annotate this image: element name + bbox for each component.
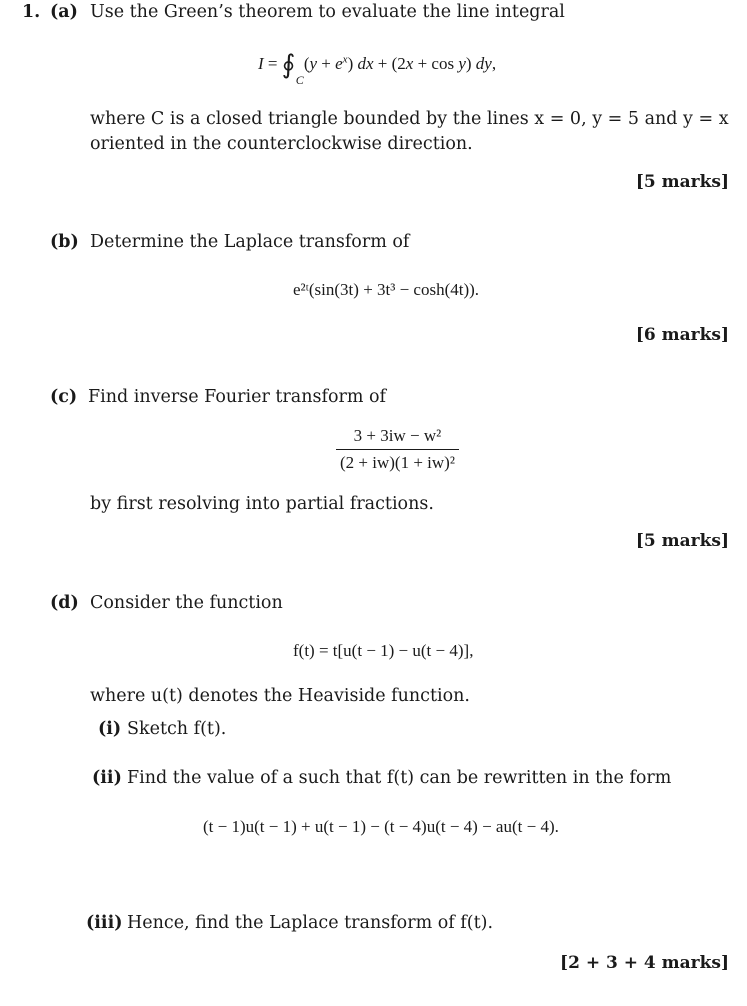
part-c-fraction [336, 426, 459, 473]
part-d-description: where u(t) denotes the Heaviside function. [90, 686, 470, 706]
part-d-marks: [2 + 3 + 4 marks] [560, 953, 729, 973]
part-c-denominator: (2 + iw)(1 + iw)² [336, 449, 459, 473]
part-d-equation: f(t) = t[u(t − 1) − u(t − 4)], [293, 641, 474, 660]
part-d-ii-equation: (t − 1)u(t − 1) + u(t − 1) − (t − 4)u(t − 4) − au(t − 4). [203, 817, 559, 836]
part-c-label: (c) [50, 387, 78, 407]
part-d-ii-text: Find the value of a such that f(t) can be rewritten in the form [127, 768, 672, 788]
part-a-label: (a) [50, 2, 78, 22]
part-d-i-text: Sketch f(t). [127, 719, 227, 739]
question-number: 1. [22, 2, 41, 22]
part-d-prompt: Consider the function [90, 593, 283, 613]
part-a-description-1: where C is a closed triangle bounded by the lines x = 0, y = 5 and y = x [90, 109, 729, 129]
part-c-followup: by first resolving into partial fractions. [90, 494, 434, 514]
part-c-prompt: Find inverse Fourier transform of [88, 387, 387, 407]
part-d-ii-label: (ii) [92, 768, 122, 788]
part-d-i-label: (i) [98, 719, 122, 739]
part-d-label: (d) [50, 593, 79, 613]
part-b-equation: e²ᵗ(sin(3t) + 3t³ − cosh(4t)). [293, 280, 480, 299]
part-b-label: (b) [50, 232, 79, 252]
part-b-prompt: Determine the Laplace transform of [90, 232, 410, 252]
part-d-iii-text: Hence, find the Laplace transform of f(t). [127, 913, 494, 933]
part-a-equation: I = ∮ C $(y + e^x)$ dx + (2x + cos y) dy, [258, 50, 497, 87]
part-a-description-2: oriented in the counterclockwise direction. [90, 134, 473, 154]
part-a-marks: [5 marks] [635, 172, 729, 192]
part-a-prompt: Use the Green’s theorem to evaluate the line integral [90, 2, 565, 22]
part-b-marks: [6 marks] [635, 325, 729, 345]
part-d-iii-label: (iii) [86, 913, 123, 933]
part-c-marks: [5 marks] [635, 531, 729, 551]
part-c-numerator: 3 + 3iw − w² [353, 426, 442, 445]
